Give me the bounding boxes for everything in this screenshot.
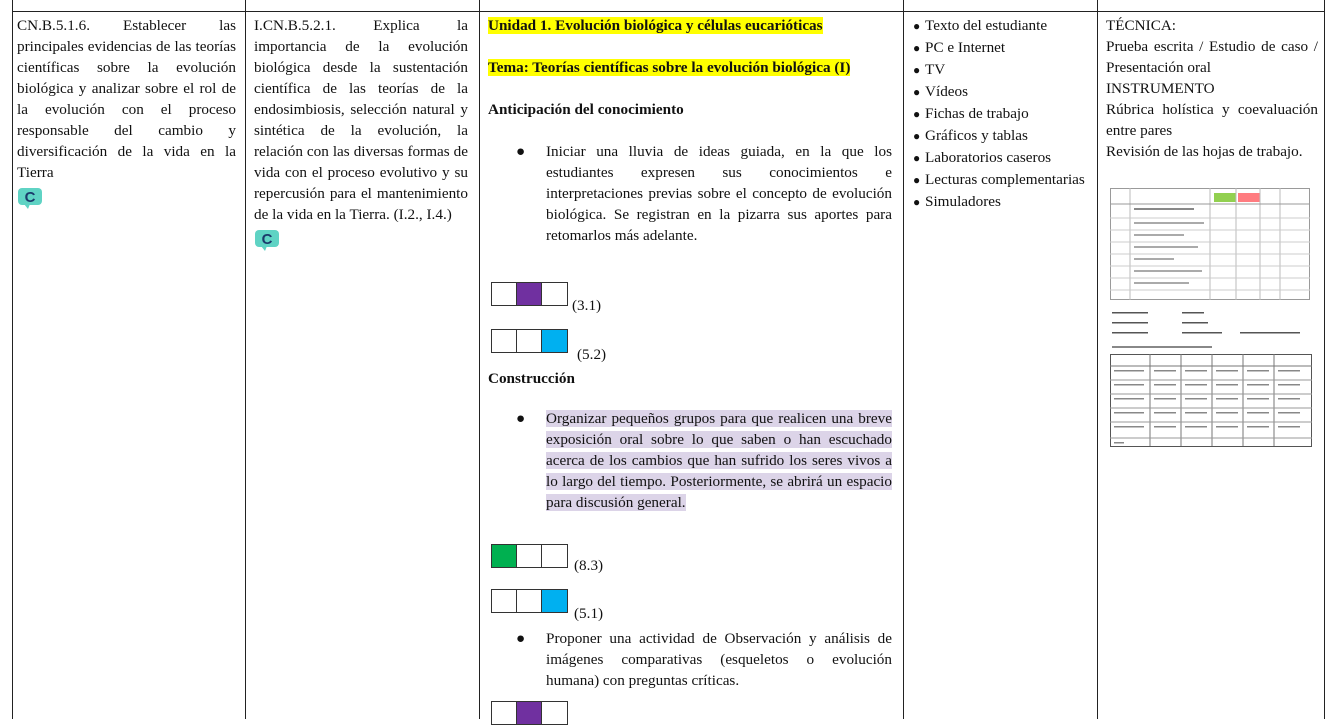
skill-criterion-cell bbox=[17, 15, 236, 217]
activity-item: ● Iniciar una lluvia de ideas guiada, en la que los estudiantes expresen sus conocimientos e interpretaciones previas sobre el concepto de evolución biológica. Se registran en la pizarra sus aportes para retomarlos más adelante. bbox=[516, 143, 892, 244]
indicator-text: I.CN.B.5.2.1. Explica la importancia de la evolución biológica desde la sustentación científica de las teorías de la endosimbiosis, selección natural y sintética de la evolución, la relación con las diversas formas de vida con el proceso evolutivo y su repercusión para el mantenimiento de la vida en la Tierra. (I.2., I.4.) bbox=[254, 17, 468, 223]
resource-item bbox=[913, 191, 1089, 213]
resource-item bbox=[913, 169, 1089, 191]
activity-item: ● Organizar pequeños grupos para que realicen una breve exposición oral sobre lo que saben o han escuchado acerca de los cambios que han sufrido los seres vivos a lo largo del tiempo. Posteriormente, se abrirá un espacio para discusión general. bbox=[516, 410, 892, 511]
bullet: ● bbox=[913, 173, 921, 187]
column-divider bbox=[1097, 0, 1098, 719]
bullet: ● bbox=[913, 19, 921, 33]
indicator-cell bbox=[254, 15, 468, 259]
activity-code: (3.1) bbox=[572, 297, 602, 314]
bullet: ● bbox=[516, 143, 526, 160]
section-construction: Construcción bbox=[488, 370, 575, 387]
resource-item bbox=[913, 59, 1089, 81]
activity-code-bar bbox=[491, 329, 568, 353]
svg-text:C: C bbox=[24, 189, 36, 206]
bullet: ● bbox=[913, 85, 921, 99]
bullet: ● bbox=[913, 63, 921, 77]
resource-item bbox=[913, 125, 1089, 147]
technique-label: TÉCNICA: bbox=[1106, 17, 1177, 34]
svg-text:C: C bbox=[261, 231, 273, 248]
activity-item-wrap bbox=[488, 628, 892, 691]
bullet: ● bbox=[516, 630, 526, 647]
resource-item bbox=[913, 103, 1089, 125]
rubric-image bbox=[1110, 308, 1312, 448]
technique-text: Prueba escrita / Estudio de caso / Presentación oral bbox=[1106, 38, 1318, 76]
column-divider bbox=[245, 0, 246, 719]
c-chat-icon bbox=[17, 187, 43, 211]
resources-list bbox=[913, 15, 1089, 213]
instrument-text: Rúbrica holística y coevaluación entre pares bbox=[1106, 101, 1318, 139]
bullet: ● bbox=[913, 107, 921, 121]
evaluation-cell bbox=[1106, 15, 1318, 162]
resource-label: Vídeos bbox=[925, 83, 969, 100]
resource-label: Gráficos y tablas bbox=[925, 127, 1028, 144]
resource-label: Simuladores bbox=[925, 193, 1001, 210]
activities-cell bbox=[488, 15, 892, 246]
activity-code: (5.1) bbox=[574, 605, 604, 622]
unit-title: Unidad 1. Evolución biológica y células eucarióticas bbox=[488, 17, 823, 34]
activity-code-bar bbox=[491, 282, 568, 306]
section-anticipation: Anticipación del conocimiento bbox=[488, 101, 684, 118]
bullet: ● bbox=[913, 195, 921, 209]
resource-item bbox=[913, 15, 1089, 37]
resource-item bbox=[913, 81, 1089, 103]
resource-item bbox=[913, 37, 1089, 59]
activity-item-wrap bbox=[488, 408, 892, 513]
activity-code: (5.2) bbox=[577, 346, 607, 363]
resource-label: Lecturas complementarias bbox=[925, 171, 1085, 188]
bullet: ● bbox=[913, 41, 921, 55]
activity-code-bar bbox=[491, 544, 568, 568]
topic-title: Tema: Teorías científicas sobre la evolución biológica (I) bbox=[488, 59, 851, 76]
c-chat-icon bbox=[254, 229, 280, 253]
instrument-label: INSTRUMENTO bbox=[1106, 80, 1215, 97]
content-checklist-image bbox=[1110, 188, 1310, 300]
column-divider bbox=[903, 0, 904, 719]
bullet: ● bbox=[516, 410, 526, 427]
table-top-border bbox=[12, 11, 1324, 12]
column-divider bbox=[479, 0, 480, 719]
bullet: ● bbox=[913, 129, 921, 143]
review-text: Revisión de las hojas de trabajo. bbox=[1106, 143, 1303, 160]
activity-item: ● Proponer una actividad de Observación y análisis de imágenes comparativas (esqueletos o evolución humana) con preguntas críticas. bbox=[516, 630, 892, 689]
resource-label: Laboratorios caseros bbox=[925, 149, 1052, 166]
activity-code-bar bbox=[491, 589, 568, 613]
resource-item bbox=[913, 147, 1089, 169]
resources-cell bbox=[913, 15, 1089, 213]
resource-label: Fichas de trabajo bbox=[925, 105, 1029, 122]
bullet: ● bbox=[913, 151, 921, 165]
activity-code-bar bbox=[491, 701, 568, 725]
activity-code: (8.3) bbox=[574, 557, 604, 574]
skill-criterion-text: CN.B.5.1.6. Establecer las principales evidencias de las teorías científicas sobre la evolución biológica y analizar sobre el rol de la evolución con el proceso responsable del cambio y diversificación de la vida en la Tierra bbox=[17, 17, 236, 181]
column-divider bbox=[12, 0, 13, 719]
column-divider bbox=[1324, 0, 1325, 719]
resource-label: TV bbox=[925, 61, 946, 78]
resource-label: Texto del estudiante bbox=[925, 17, 1048, 34]
resource-label: PC e Internet bbox=[925, 39, 1006, 56]
